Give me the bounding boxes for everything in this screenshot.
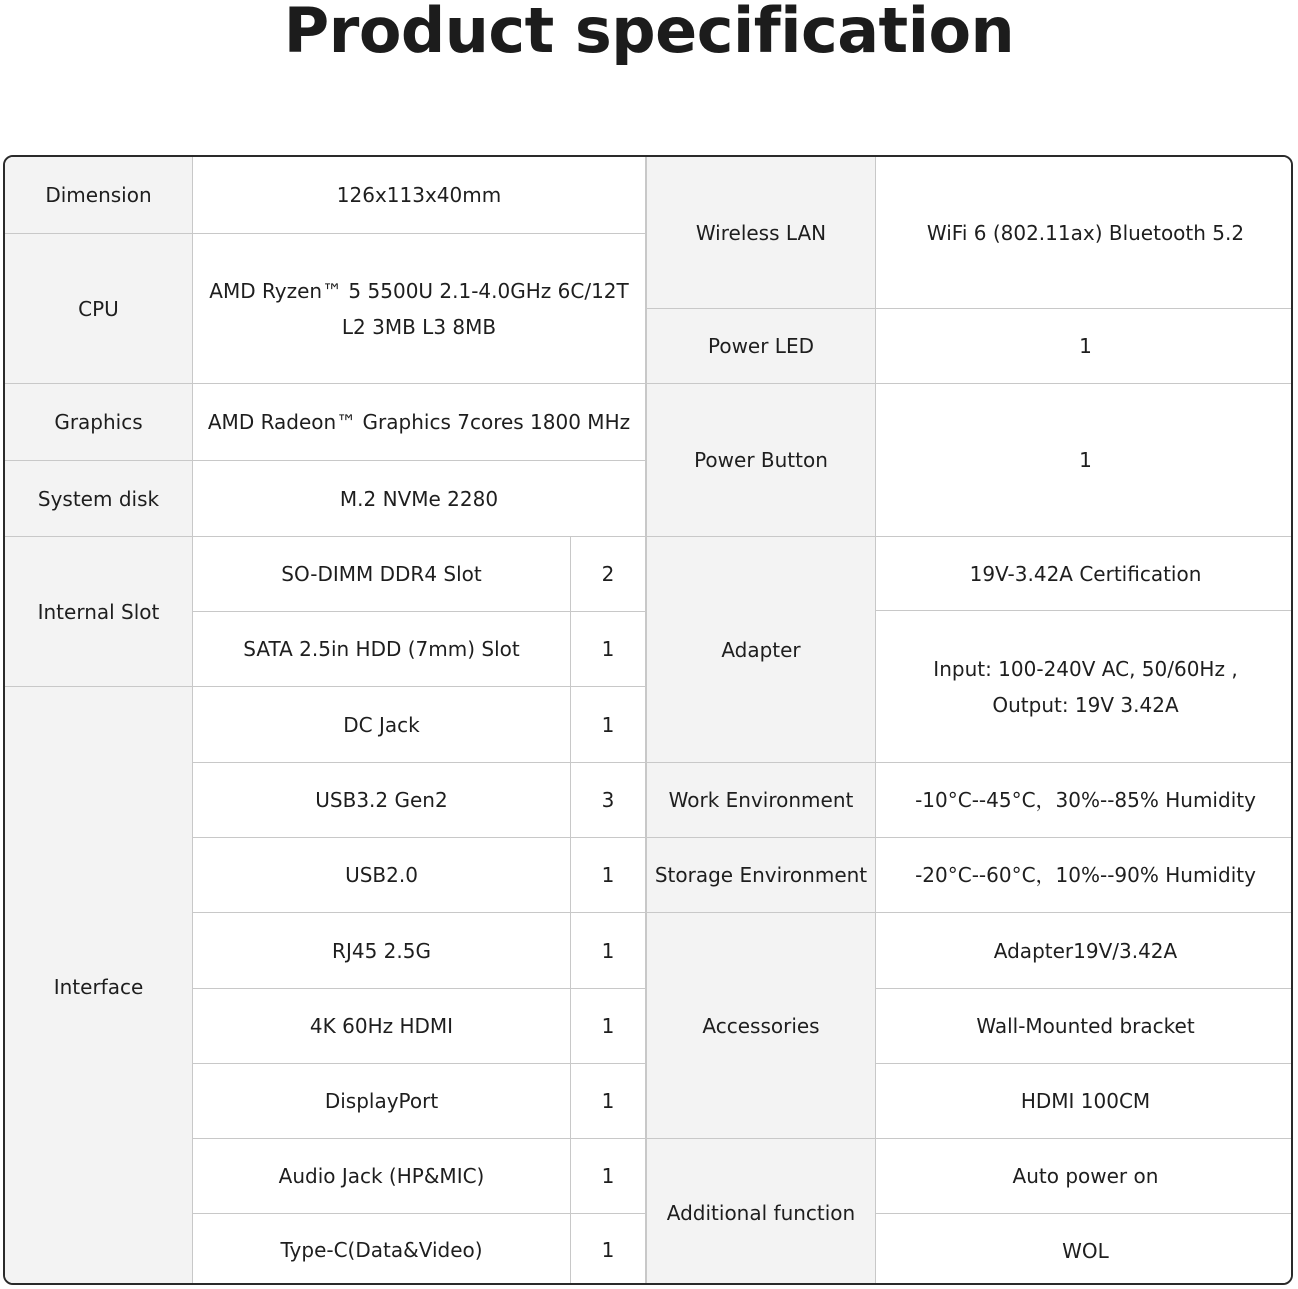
power-led-label: Power LED [646,309,876,384]
storage-environment-value: -20°C--60°C，10%--90% Humidity [876,838,1293,913]
interface-item-qty: 1 [571,838,646,913]
interface-item-qty: 3 [571,763,646,838]
interface-item-qty: 1 [571,1064,646,1139]
interface-item-name: USB2.0 [193,838,571,913]
interface-item-name: DC Jack [193,687,571,763]
accessories-item: Wall-Mounted bracket [876,989,1293,1064]
cpu-label: CPU [5,234,193,384]
interface-item-name: RJ45 2.5G [193,913,571,989]
adapter-input: Input: 100-240V AC, 50/60Hz , [933,656,1238,681]
storage-environment-label: Storage Environment [646,838,876,913]
graphics-label: Graphics [5,384,193,461]
wireless-lan-value: WiFi 6 (802.11ax) Bluetooth 5.2 [876,157,1293,309]
power-button-label: Power Button [646,384,876,537]
power-led-value: 1 [876,309,1293,384]
spec-table [3,155,1293,1285]
system-disk-label: System disk [5,461,193,537]
internal-slot-label: Internal Slot [5,537,193,687]
page-title: Product specification [283,0,1015,67]
interface-item-qty: 1 [571,1139,646,1214]
internal-slot-item-name: SO-DIMM DDR4 Slot [193,537,571,612]
accessories-label: Accessories [646,913,876,1139]
work-environment-label: Work Environment [646,763,876,838]
interface-label: Interface [5,687,193,1285]
work-environment-value: -10°C--45°C，30%--85% Humidity [876,763,1293,838]
system-disk-value: M.2 NVMe 2280 [193,461,646,537]
interface-item-qty: 1 [571,687,646,763]
accessories-item: Adapter19V/3.42A [876,913,1293,989]
dimension-label: Dimension [5,157,193,234]
cpu-value-line2: L2 3MB L3 8MB [341,314,497,339]
interface-item-qty: 1 [571,989,646,1064]
adapter-output: Output: 19V 3.42A [992,692,1179,717]
additional-function-label: Additional function [646,1139,876,1285]
interface-item-name: 4K 60Hz HDMI [193,989,571,1064]
cpu-value-line1: AMD Ryzen™ 5 5500U 2.1-4.0GHz 6C/12T [209,278,629,303]
adapter-certification: 19V-3.42A Certification [876,537,1293,611]
accessories-item: HDMI 100CM [876,1064,1293,1139]
interface-item-name: DisplayPort [193,1064,571,1139]
interface-item-name: Audio Jack (HP&MIC) [193,1139,571,1214]
cpu-value [193,234,646,384]
graphics-value: AMD Radeon™ Graphics 7cores 1800 MHz [193,384,646,461]
additional-function-item: Auto power on [876,1139,1293,1214]
adapter-label: Adapter [646,537,876,763]
wireless-lan-label: Wireless LAN [646,157,876,309]
interface-item-qty: 1 [571,1214,646,1285]
interface-item-name: Type-C(Data&Video) [193,1214,571,1285]
power-button-value: 1 [876,384,1293,537]
interface-item-qty: 1 [571,913,646,989]
interface-item-name: USB3.2 Gen2 [193,763,571,838]
internal-slot-item-qty: 2 [571,537,646,612]
additional-function-item: WOL [876,1214,1293,1285]
dimension-value: 126x113x40mm [193,157,646,234]
internal-slot-item-name: SATA 2.5in HDD (7mm) Slot [193,612,571,687]
adapter-io [876,611,1293,763]
internal-slot-item-qty: 1 [571,612,646,687]
